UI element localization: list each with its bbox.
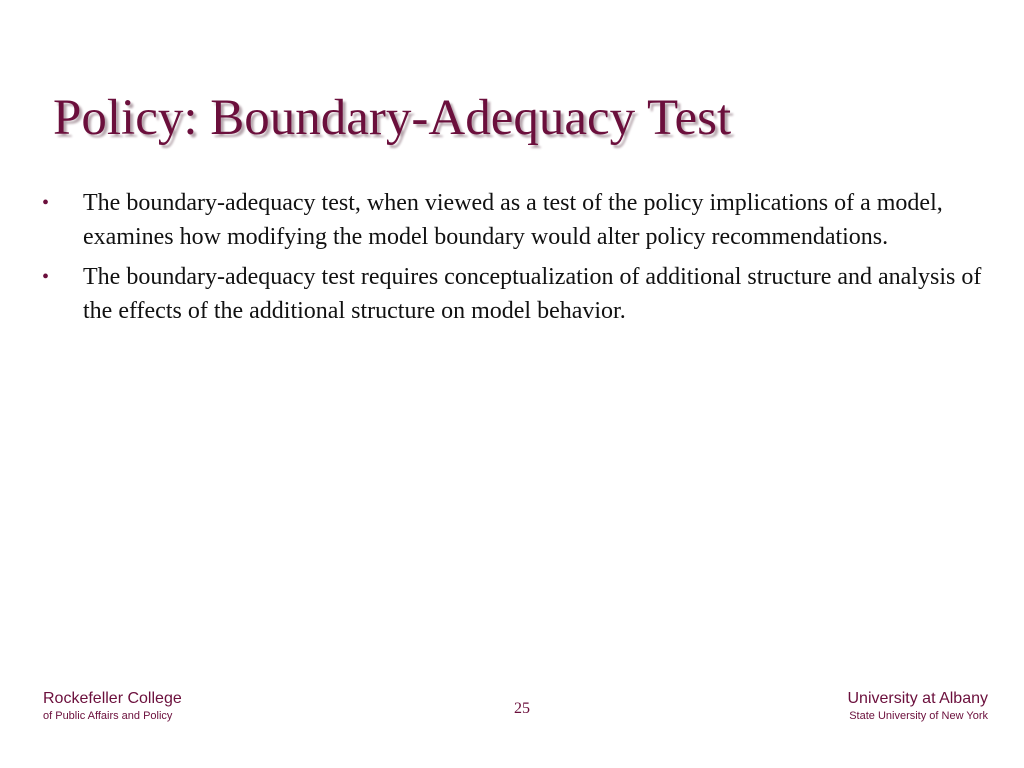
footer-college-name (43, 689, 182, 723)
bullet-item (42, 186, 982, 254)
footer-university-name (847, 689, 988, 723)
footer-university-line2: State University of New York (849, 710, 988, 722)
bullet-marker: • (42, 266, 50, 288)
bullet-item (42, 260, 982, 328)
page-number: 25 (514, 700, 530, 717)
bullet-marker: • (42, 192, 50, 214)
bullet-text: The boundary-adequacy test requires conceptualization of additional structure and analysis of the effects of the additional structure on model behavior. (83, 264, 982, 324)
footer-college-line1: Rockefeller College (43, 690, 182, 707)
bullet-text: The boundary-adequacy test, when viewed as a test of the policy implications of a model, examines how modifying the model boundary would alter policy recommendations. (83, 190, 943, 250)
bullet-list (42, 186, 982, 334)
footer-university-line1: University at Albany (847, 690, 988, 707)
slide-title: Policy: Boundary-Adequacy Test (53, 90, 732, 146)
footer-college-line2: of Public Affairs and Policy (43, 710, 173, 722)
